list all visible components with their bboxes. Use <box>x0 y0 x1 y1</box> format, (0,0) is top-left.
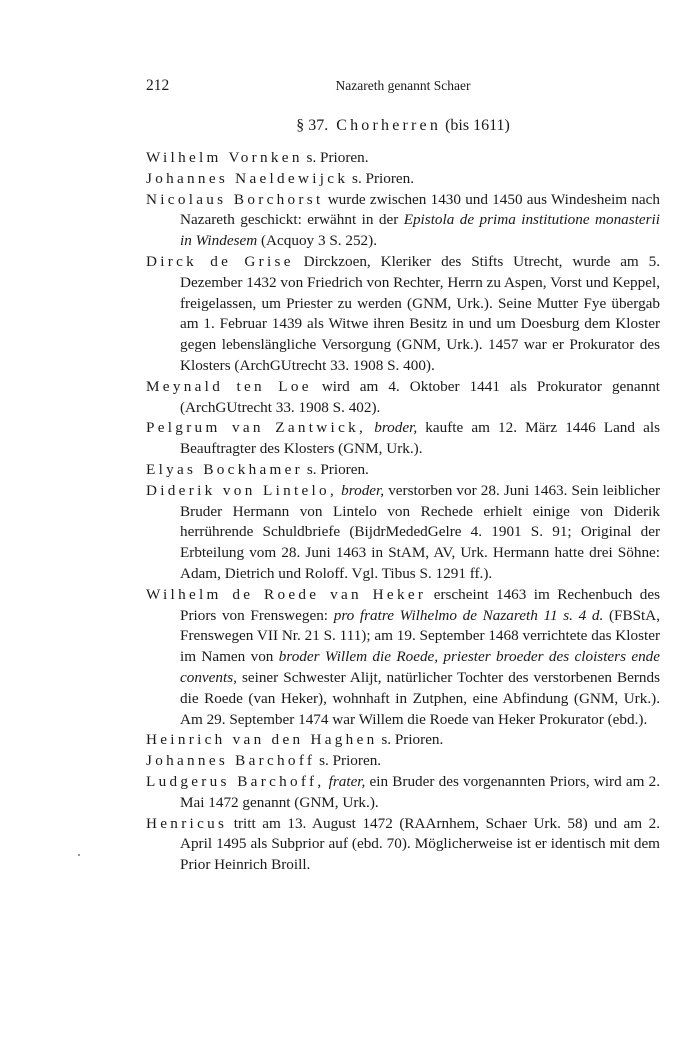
entry-text: kaufte am 12. März 1446 Land als Beauftragter des Klosters (GNM, Urk.). <box>180 419 660 458</box>
entry-name: Ludgerus Barchoff, <box>146 772 325 790</box>
entry-name: Wilhelm Vornken <box>146 149 303 166</box>
entry-list <box>146 148 660 876</box>
entry-henricus <box>146 814 660 876</box>
entry-text: Dirckzoen, Kleriker des Stifts Utrecht, wurde am 5. Dezember 1432 von Friedrich von Rechter, Herrn zu Aspen, Vorst und Keppel, freigelassen, um Priester zu werden (GNM, Urk.). Seine Mutter Fye übergab am 1. Februar 1439 als Witwe ihren Besitz in und um Doesburg dem Kloster gegen lebenslängliche Versorgung (GNM, Urk.). 1457 war er Prokurator des Klosters (ArchGUtrecht 33. 1908 S. 400). <box>180 252 661 374</box>
entry-text: s. Prioren. <box>306 460 369 478</box>
entry-name: Wilhelm de Roede van Heker <box>146 585 427 603</box>
entry-italic: frater, <box>328 772 366 790</box>
entry-diderik-von-lintelo <box>146 481 660 585</box>
section-number: § 37. <box>296 117 329 134</box>
entry-nicolaus-borchorst <box>146 190 660 252</box>
entry-johannes-barchoff <box>146 751 660 772</box>
section-title: Chorherren <box>336 117 442 134</box>
entry-text: seiner Schwester Alijt, natürlicher Tochter des verstorbenen Bernds die Roede (van Heker), wohnhaft in Zutphen, eine Abfindung (GNM, Urk.). Am 29. September 1474 war Willem die Roede van Heker Prokurator (ebd.). <box>180 668 660 728</box>
entry-text: s. Prioren. <box>381 731 444 749</box>
entry-text: wird am 4. Oktober 1441 als Prokurator genannt (ArchGUtrecht 33. 1908 S. 402). <box>180 377 661 416</box>
entry-heinrich-van-den-haghen <box>146 730 660 751</box>
entry-name: Elyas Bockhamer <box>146 460 304 478</box>
entry-pelgrum-van-zantwick <box>146 418 660 460</box>
page-header <box>146 77 660 97</box>
entry-name: Henricus <box>146 814 228 832</box>
entry-text: wurde zwischen 1430 und 1450 aus Windesheim nach Nazareth geschickt: erwähnt in der <box>180 190 660 229</box>
entry-elyas-bockhamer <box>146 460 660 481</box>
entry-name: Pelgrum van Zantwick, <box>146 419 367 437</box>
section-range: (bis 1611) <box>445 117 510 134</box>
entry-text: (Acquoy 3 S. 252). <box>261 232 378 250</box>
entry-text: ein Bruder des vorgenannten Priors, wird am 2. Mai 1472 genannt (GNM, Urk.). <box>180 772 660 811</box>
entry-text: s. Prioren. <box>306 149 369 166</box>
entry-name: Johannes Barchoff <box>146 752 316 770</box>
running-head: Nazareth genannt Schaer <box>335 78 471 93</box>
entry-name: Dirck de Grise <box>146 252 294 270</box>
entry-italic: Epistola de prima institutione monasterii in Windesem <box>180 211 660 250</box>
entry-name: Diderik von Lintelo, <box>146 481 338 499</box>
entry-wilhelm-vornken <box>146 148 660 169</box>
entry-italic: pro fratre Wilhelmo de Nazareth 11 s. 4 d. <box>333 606 604 624</box>
entry-ludgerus-barchoff <box>146 772 660 814</box>
entry-italic: broder, <box>341 481 385 499</box>
page-number: 212 <box>146 77 170 94</box>
entry-text: (FBStA, Frenswegen VII Nr. 21 S. 111); am 19. September 1468 verrichtete das Kloster im Namen von <box>180 606 661 666</box>
entry-text: verstorben vor 28. Juni 1463. Sein leiblicher Bruder Hermann von Lintelo von Rechede erhielt einige von Diderik herrührende Schuldbriefe (BijdrMededGelre 4. 1901 S. 91; Original der Erbteilung vom 28. Juni 1463 in StAM, AV, Urk. Hermann hatte drei Söhne: Adam, Dietrich und Roloff. Vgl. Tibus S. 1291 ff.). <box>180 481 661 582</box>
entry-italic: broder Willem die Roede, priester broeder des cloisters ende convents, <box>180 648 661 686</box>
scan-speck <box>78 854 80 856</box>
entry-name: Meynald ten Loe <box>146 377 312 395</box>
entry-johannes-naeldewijck <box>146 169 660 190</box>
entry-text: erscheint 1463 im Rechenbuch des Priors von Frenswegen: <box>180 585 661 624</box>
entry-wilhelm-de-roede <box>146 585 660 731</box>
entry-dirck-de-grise <box>146 252 660 377</box>
entry-text: tritt am 13. August 1472 (RAArnhem, Schaer Urk. 58) und am 2. April 1495 als Subprior auf (ebd. 70). Möglicherweise ist er identisch mit dem Prior Heinrich Broill. <box>180 814 660 874</box>
entry-name: Johannes Naeldewijck <box>146 169 349 187</box>
entry-italic: broder, <box>374 419 418 437</box>
section-heading <box>146 117 660 135</box>
entry-text: s. Prioren. <box>352 169 415 187</box>
entry-text: s. Prioren. <box>319 752 382 770</box>
entry-name: Nicolaus Borchorst <box>146 190 324 208</box>
entry-name: Heinrich van den Haghen <box>146 731 378 749</box>
entry-meynald-ten-loe <box>146 377 660 419</box>
